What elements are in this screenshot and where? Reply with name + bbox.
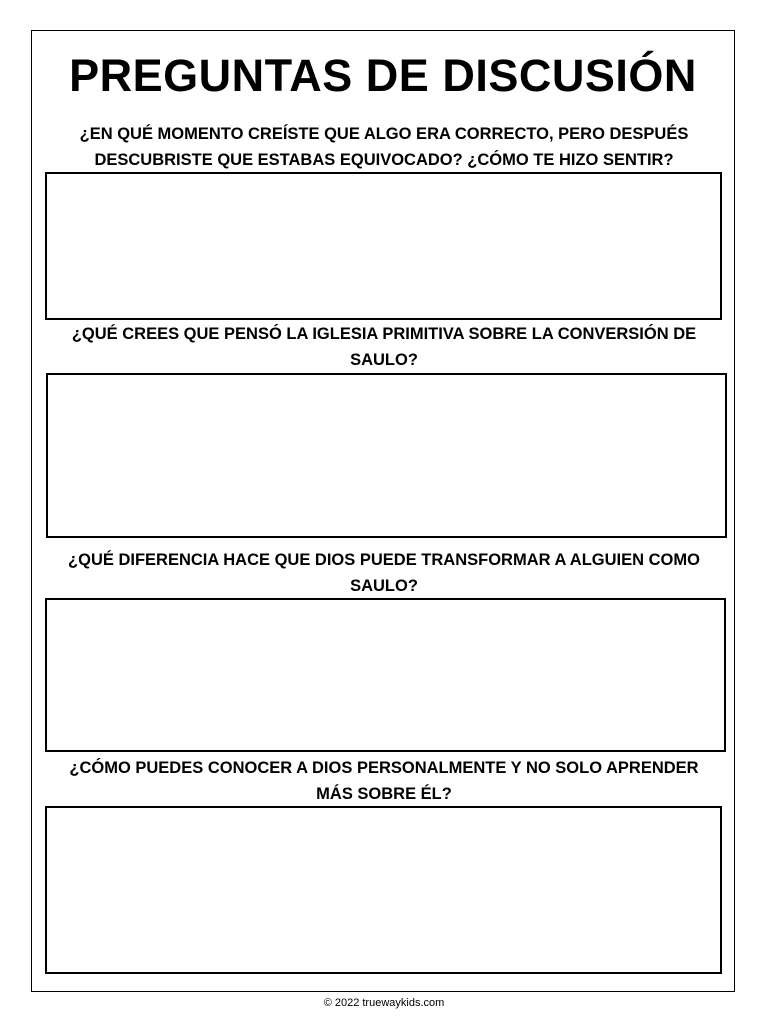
answer-box-2[interactable]	[46, 373, 727, 538]
question-3-line-1: ¿QUÉ DIFERENCIA HACE QUE DIOS PUEDE TRANSFORMAR A ALGUIEN COMO	[68, 551, 700, 569]
copyright-footer: © 2022 truewaykids.com	[323, 997, 445, 1009]
question-2-line-1: ¿QUÉ CREES QUE PENSÓ LA IGLESIA PRIMITIVA SOBRE LA CONVERSIÓN DE	[71, 325, 697, 343]
question-4	[40, 755, 728, 807]
question-3	[40, 547, 728, 599]
question-4-line-1: ¿CÓMO PUEDES CONOCER A DIOS PERSONALMENTE Y NO SOLO APRENDER	[69, 759, 699, 777]
answer-box-1[interactable]	[45, 172, 722, 320]
question-1-line-1: ¿EN QUÉ MOMENTO CREÍSTE QUE ALGO ERA CORRECTO, PERO DESPUÉS	[79, 125, 689, 143]
answer-box-4[interactable]	[45, 806, 722, 974]
question-3-line-2: SAULO?	[350, 577, 418, 595]
question-2	[40, 321, 728, 373]
question-2-line-2: SAULO?	[350, 351, 418, 369]
page-title: PREGUNTAS DE DISCUSIÓN	[69, 50, 697, 101]
question-4-line-2: MÁS SOBRE ÉL?	[316, 785, 452, 803]
question-1	[40, 121, 728, 173]
answer-box-3[interactable]	[45, 598, 726, 752]
question-1-line-2: DESCUBRISTE QUE ESTABAS EQUIVOCADO? ¿CÓMO TE HIZO SENTIR?	[94, 151, 674, 169]
